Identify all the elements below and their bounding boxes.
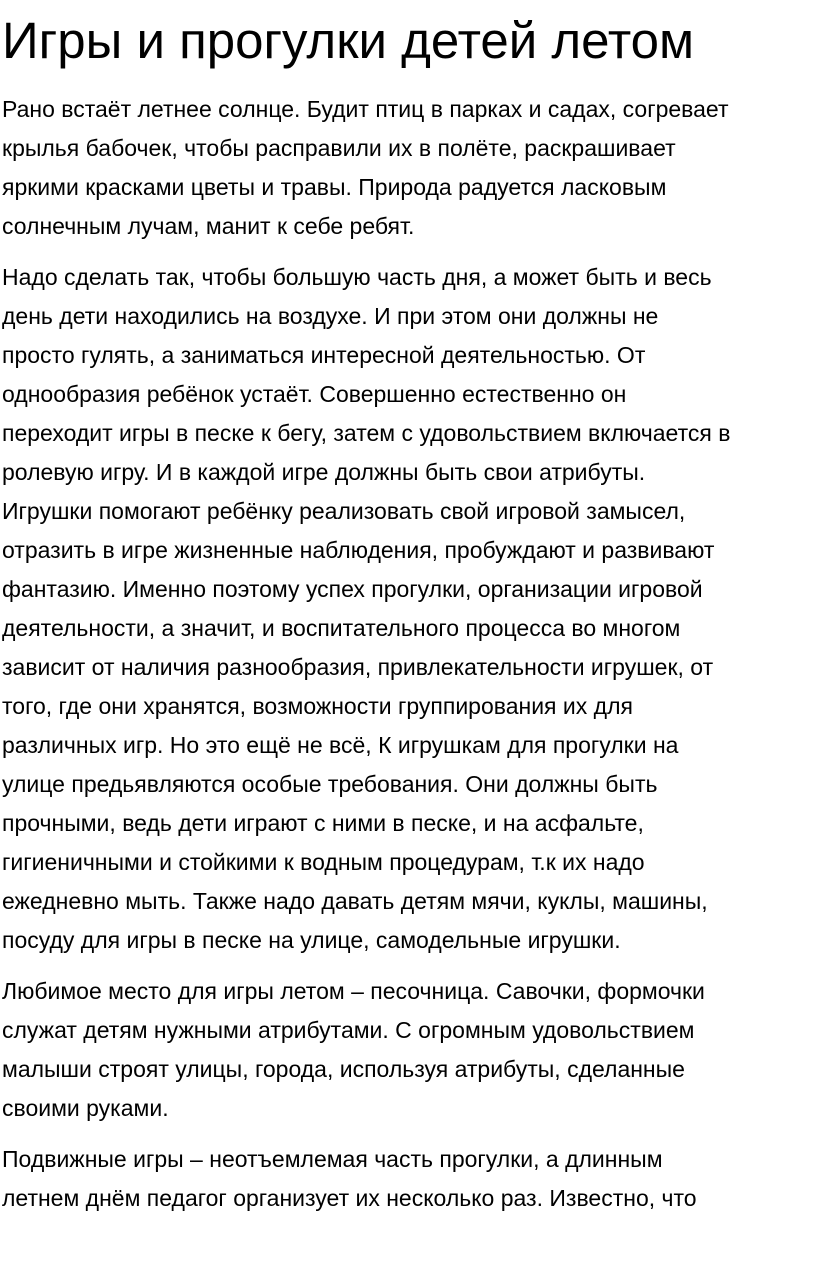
text-line: Рано встаёт летнее солнце. Будит птиц в парках и садах, согревает — [2, 96, 729, 122]
text-line: день дети находились на воздухе. И при этом они должны не — [2, 303, 659, 329]
text-line: служат детям нужными атрибутами. С огромным удовольствием — [2, 1017, 695, 1043]
paragraph-2 — [2, 258, 816, 960]
text-line: летнем днём педагог организует их несколько раз. Известно, что — [2, 1185, 697, 1211]
text-line: различных игр. Но это ещё не всё, К игрушкам для прогулки на — [2, 732, 679, 758]
text-line: гигиеничными и стойкими к водным процедурам, т.к их надо — [2, 849, 645, 875]
text-line: фантазию. Именно поэтому успех прогулки, организации игровой — [2, 576, 703, 602]
text-line: улице предьявляются особые требования. Они должны быть — [2, 771, 658, 797]
text-line: Надо сделать так, чтобы большую часть дня, а может быть и весь — [2, 264, 712, 290]
text-line: Игрушки помогают ребёнку реализовать свой игровой замысел, — [2, 498, 686, 524]
text-line: Подвижные игры – неотъемлемая часть прогулки, а длинным — [2, 1146, 663, 1172]
text-line: зависит от наличия разнообразия, привлекательности игрушек, от — [2, 654, 714, 680]
text-line: ежедневно мыть. Также надо давать детям мячи, куклы, машины, — [2, 888, 708, 914]
text-line: Любимое место для игры летом – песочница. Савочки, формочки — [2, 978, 705, 1004]
text-line: переходит игры в песке к бегу, затем с удовольствием включается в — [2, 420, 731, 446]
text-line: прочными, ведь дети играют с ними в песке, и на асфальте, — [2, 810, 644, 836]
paragraph-1 — [2, 90, 816, 246]
paragraph-3 — [2, 972, 816, 1128]
paragraph-4 — [2, 1140, 816, 1218]
document-title: Игры и прогулки детей летом — [2, 12, 695, 69]
text-line: просто гулять, а заниматься интересной деятельностью. От — [2, 342, 646, 368]
text-line: однообразия ребёнок устаёт. Совершенно естественно он — [2, 381, 627, 407]
text-line: того, где они хранятся, возможности группирования их для — [2, 693, 633, 719]
text-line: ролевую игру. И в каждой игре должны быть свои атрибуты. — [2, 459, 646, 485]
text-line: отразить в игре жизненные наблюдения, пробуждают и развивают — [2, 537, 715, 563]
text-line: своими руками. — [2, 1095, 169, 1121]
text-line: посуду для игры в песке на улице, самодельные игрушки. — [2, 927, 621, 953]
text-line: деятельности, а значит, и воспитательного процесса во многом — [2, 615, 681, 641]
text-line: яркими красками цветы и травы. Природа радуется ласковым — [2, 174, 667, 200]
text-line: крылья бабочек, чтобы расправили их в полёте, раскрашивает — [2, 135, 676, 161]
text-line: солнечным лучам, манит к себе ребят. — [2, 213, 415, 239]
document-body — [2, 90, 816, 1218]
text-line: малыши строят улицы, города, используя атрибуты, сделанные — [2, 1056, 685, 1082]
